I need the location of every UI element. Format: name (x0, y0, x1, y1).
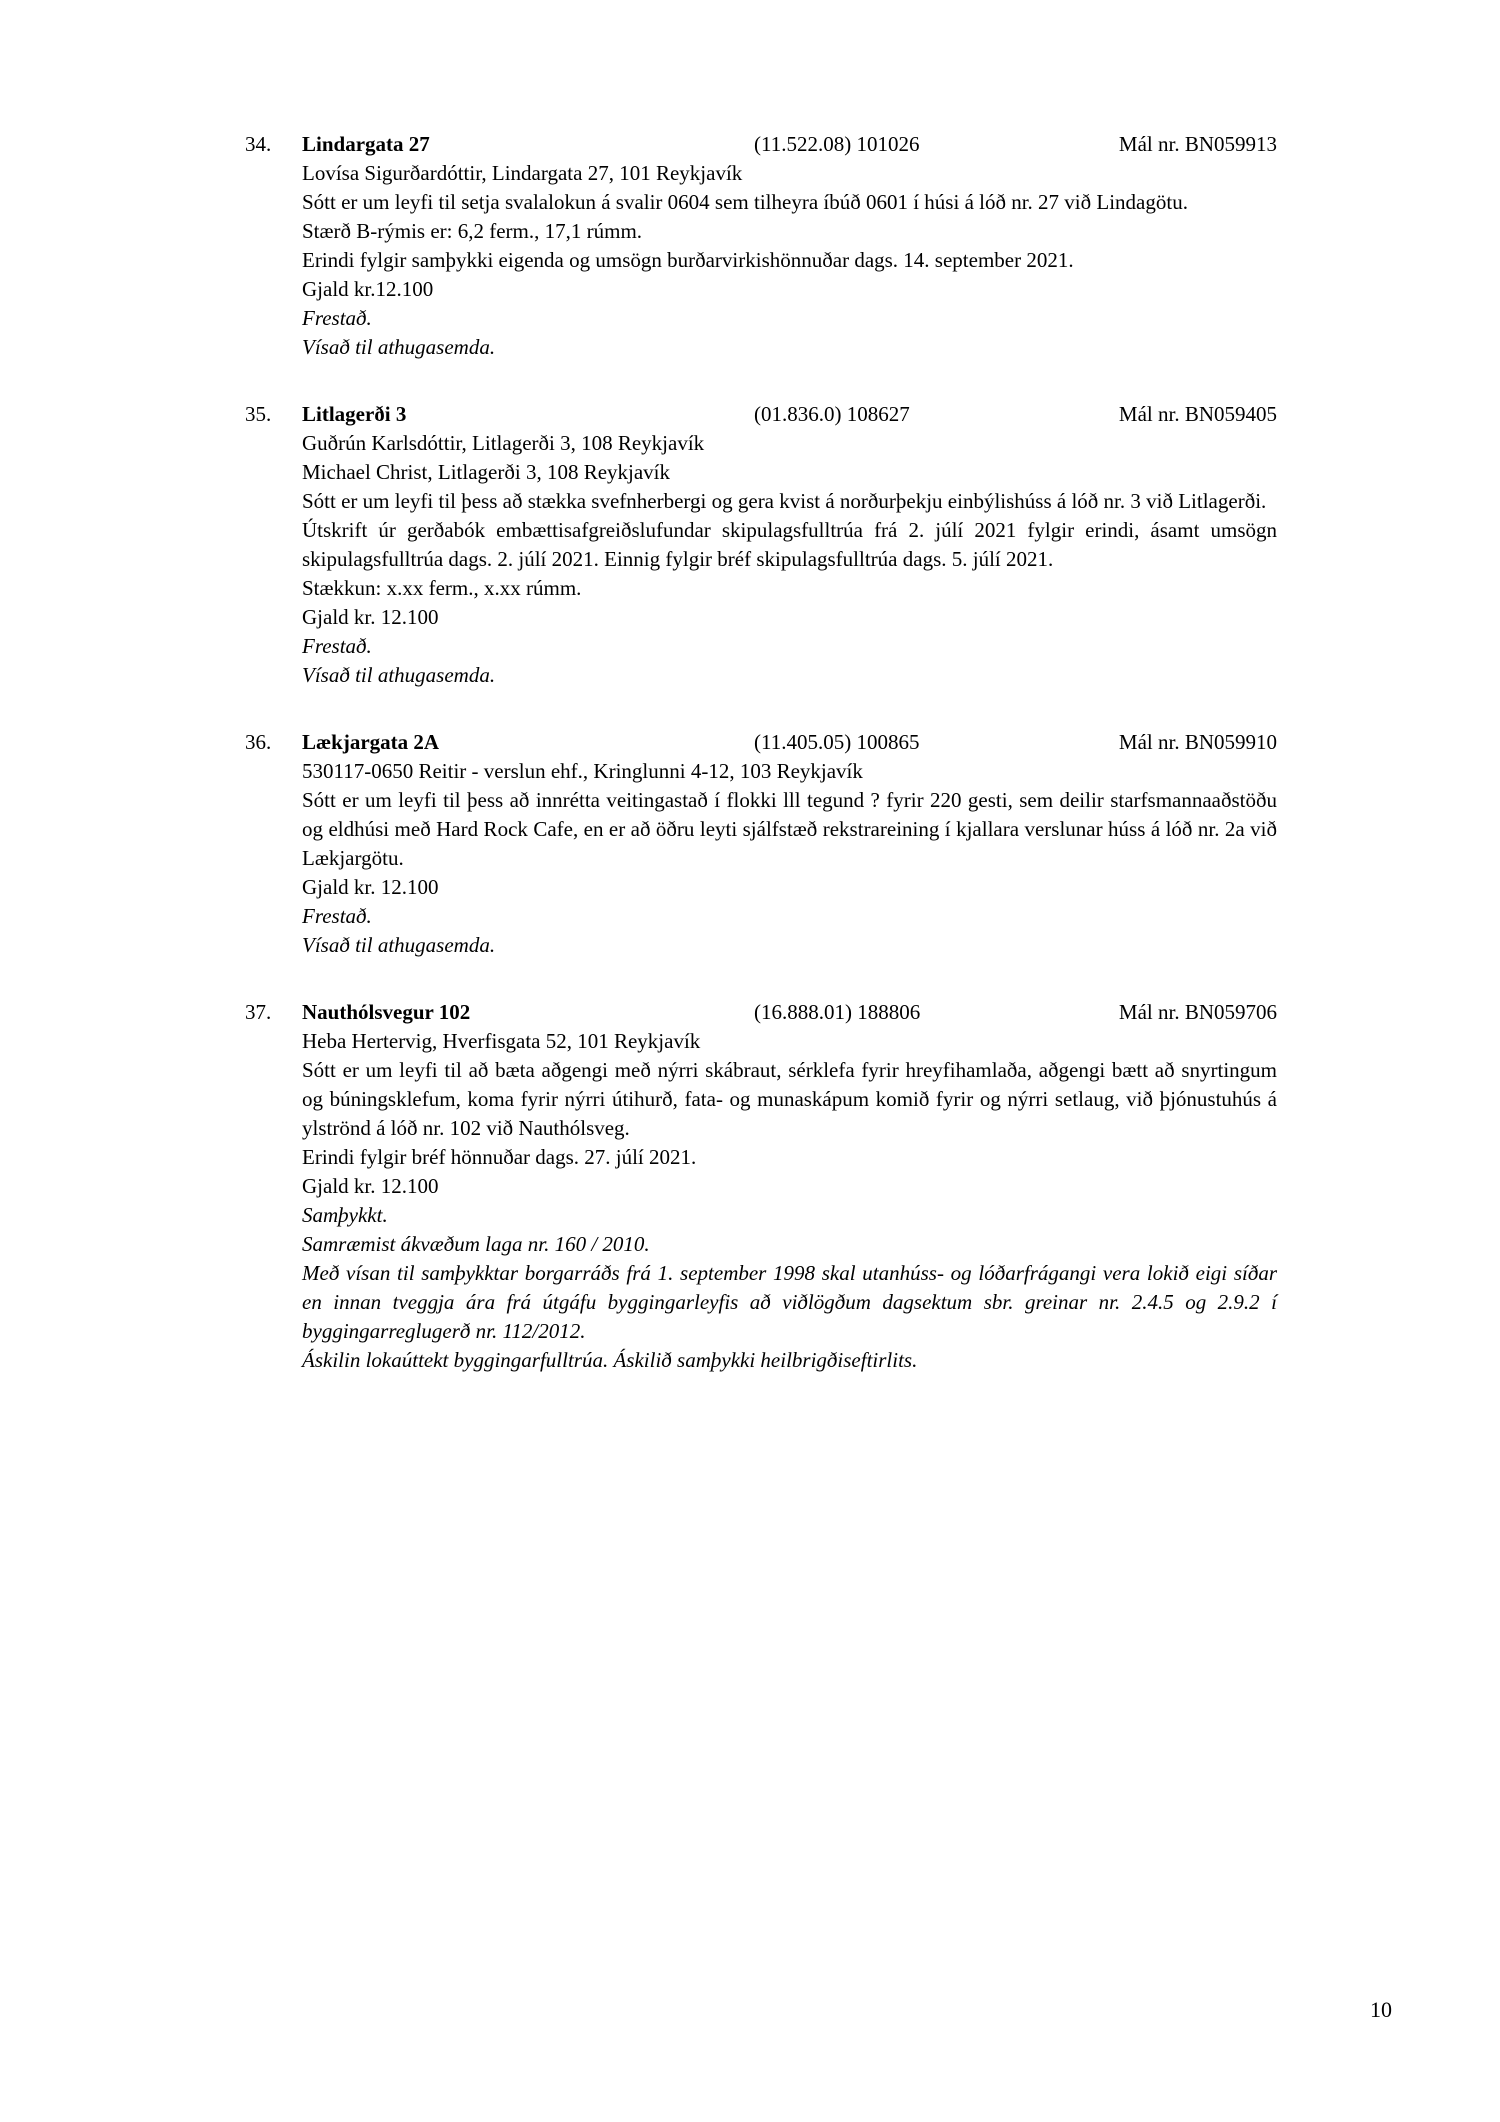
case-item-header (245, 400, 1277, 429)
item-title: Litlagerði 3 (302, 402, 407, 426)
body-paragraph: Erindi fylgir bréf hönnuðar dags. 27. júlí 2021. (302, 1145, 697, 1169)
item-code: (01.836.0) 108627 (754, 402, 910, 426)
item-number: 37. (245, 1000, 272, 1024)
item-number: 35. (245, 402, 272, 426)
item-title: Lækjargata 2A (302, 730, 440, 754)
case-number: Mál nr. BN059910 (1118, 730, 1277, 754)
status-line: Vísað til athugasemda. (302, 335, 496, 359)
applicant-line: Michael Christ, Litlagerði 3, 108 Reykjavík (302, 460, 671, 484)
status-line: Frestað. (302, 904, 372, 928)
body-paragraph: Gjald kr. 12.100 (302, 1174, 439, 1198)
case-item-header (245, 130, 1277, 159)
item-code: (11.522.08) 101026 (754, 132, 920, 156)
applicant-line: Heba Hertervig, Hverfisgata 52, 101 Reykjavík (302, 1029, 701, 1053)
case-item-header (245, 998, 1277, 1027)
body-paragraph: Sótt er um leyfi til setja svalalokun á svalir 0604 sem tilheyra íbúð 0601 í húsi á lóð nr. 27 við Lindagötu. (302, 190, 1188, 214)
body-paragraph: Erindi fylgir samþykki eigenda og umsögn burðarvirkishönnuðar dags. 14. september 2021. (302, 248, 1074, 272)
case-number: Mál nr. BN059913 (1118, 132, 1277, 156)
item-title: Lindargata 27 (302, 132, 430, 156)
status-line: Frestað. (302, 306, 372, 330)
case-item-body (245, 757, 1277, 960)
case-item-body (245, 159, 1277, 362)
case-item (245, 400, 1277, 690)
case-number: Mál nr. BN059706 (1118, 1000, 1277, 1024)
body-paragraph: Stærð B-rýmis er: 6,2 ferm., 17,1 rúmm. (302, 219, 643, 243)
status-line: Vísað til athugasemda. (302, 663, 496, 687)
body-paragraph: Sótt er um leyfi til að bæta aðgengi með nýrri skábraut, sérklefa fyrir hreyfihamlaða, aðgengi bætt að snyrtingum og búningsklefum, koma fyrir nýrri útihurð, fata- og munaskápum komið fyrir og nýrri setlaug, við þjónustuhús á ylströnd á lóð nr. 102 við Nauthólsveg. (302, 1058, 1277, 1140)
case-number: Mál nr. BN059405 (1118, 402, 1277, 426)
status-line: Samþykkt. (302, 1203, 388, 1227)
item-code: (16.888.01) 188806 (754, 1000, 921, 1024)
item-number: 34. (245, 132, 272, 156)
body-paragraph: Gjald kr. 12.100 (302, 605, 439, 629)
item-number: 36. (245, 730, 272, 754)
page-content (245, 130, 1277, 1413)
body-paragraph: Sótt er um leyfi til þess að innrétta veitingastað í flokki lll tegund ? fyrir 220 gesti, sem deilir starfsmannaaðstöðu og eldhúsi með Hard Rock Cafe, en er að öðru leyti sjálfstæð rekstrareining í kjallara verslunar húss á lóð nr. 2a við Lækjargötu. (302, 788, 1277, 870)
body-paragraph: Sótt er um leyfi til þess að stækka svefnherbergi og gera kvist á norðurþekju einbýlishúss á lóð nr. 3 við Litlagerði. (302, 489, 1267, 513)
body-paragraph: Útskrift úr gerðabók embættisafgreiðslufundar skipulagsfulltrúa frá 2. júlí 2021 fylgir erindi, ásamt umsögn skipulagsfulltrúa dags. 2. júlí 2021. Einnig fylgir bréf skipulagsfulltrúa dags. 5. júlí 2021. (302, 518, 1277, 571)
body-paragraph: Gjald kr. 12.100 (302, 875, 439, 899)
status-line: Með vísan til samþykktar borgarráðs frá 1. september 1998 skal utanhúss- og lóðarfrágangi vera lokið eigi síðar en innan tveggja ára frá útgáfu byggingarleyfis að viðlögðum dagsektum sbr. greinar nr. 2.4.5 og 2.9.2 í byggingarreglugerð nr. 112/2012. (302, 1261, 1277, 1343)
applicant-line: Lovísa Sigurðardóttir, Lindargata 27, 101 Reykjavík (302, 161, 743, 185)
case-item (245, 728, 1277, 960)
applicant-line: 530117-0650 Reitir - verslun ehf., Kringlunni 4-12, 103 Reykjavík (302, 759, 863, 783)
item-title: Nauthólsvegur 102 (302, 1000, 471, 1024)
status-line: Frestað. (302, 634, 372, 658)
case-item (245, 998, 1277, 1375)
body-paragraph: Stækkun: x.xx ferm., x.xx rúmm. (302, 576, 582, 600)
status-line: Vísað til athugasemda. (302, 933, 496, 957)
status-line: Samræmist ákvæðum laga nr. 160 / 2010. (302, 1232, 650, 1256)
case-item (245, 130, 1277, 362)
case-item-header (245, 728, 1277, 757)
status-line: Áskilin lokaúttekt byggingarfulltrúa. Áskilið samþykki heilbrigðiseftirlits. (302, 1348, 918, 1372)
body-paragraph: Gjald kr.12.100 (302, 277, 434, 301)
page-number: 10 (1370, 1997, 1392, 2022)
case-item-body (245, 429, 1277, 690)
item-code: (11.405.05) 100865 (754, 730, 920, 754)
case-item-body (245, 1027, 1277, 1375)
applicant-line: Guðrún Karlsdóttir, Litlagerði 3, 108 Reykjavík (302, 431, 705, 455)
